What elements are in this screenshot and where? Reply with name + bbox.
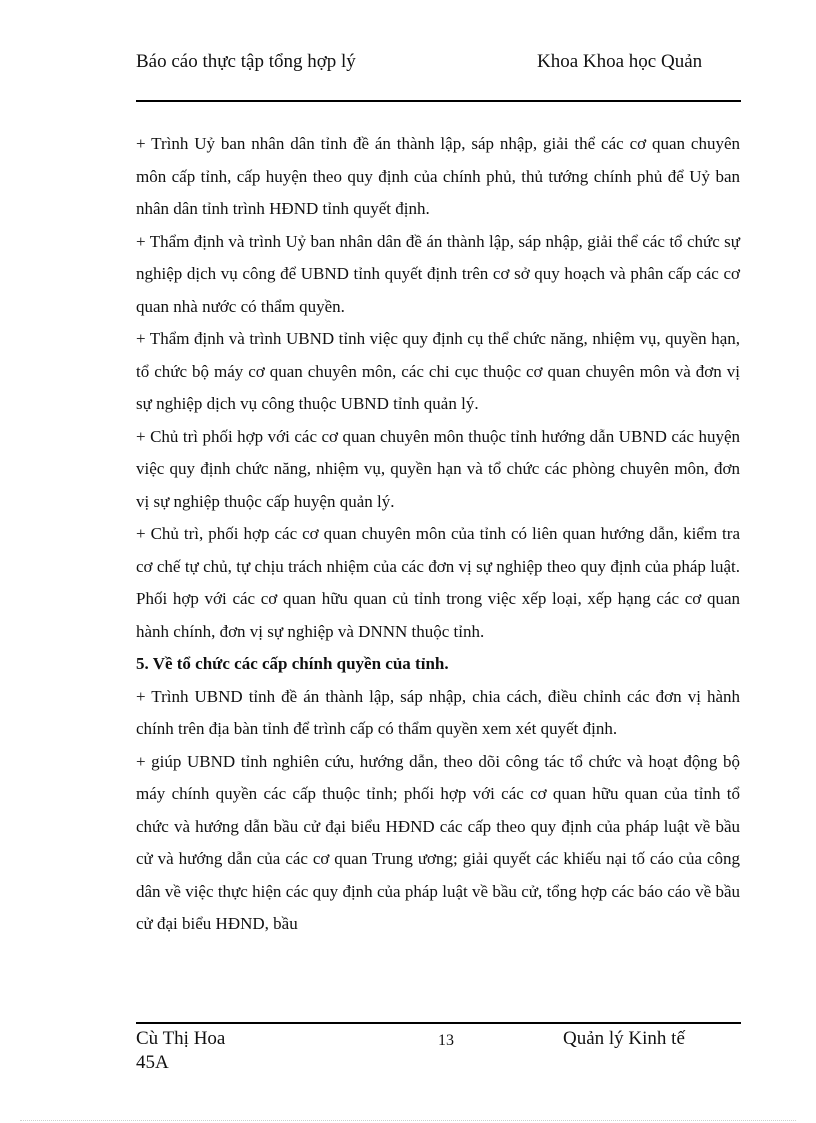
paragraph: + giúp UBND tỉnh nghiên cứu, hướng dẫn, theo dõi công tác tổ chức và hoạt động bộ máy chính quyền các cấp thuộc tỉnh; phối hợp với các cơ quan hữu quan của tỉnh tổ chức và hướng dẫn bầu cử đại biểu HĐND các cấp theo quy định của pháp luật về bầu cử và hướng dẫn của các cơ quan Trung ương; giải quyết các khiếu nại tố cáo của công dân về việc thực hiện các quy định của pháp luật về bầu cử, tổng hợp các báo cáo về bầu cử đại biểu HĐND, bầu: [136, 751, 740, 933]
paragraph: + Trình Uỷ ban nhân dân tỉnh đề án thành lập, sáp nhập, giải thể các cơ quan chuyên môn cấp tỉnh, cấp huyện theo quy định của chính phủ, thủ tướng chính phủ để Uỷ ban nhân dân tỉnh trình HĐND tỉnh quyết định.: [136, 134, 740, 218]
paragraph: + Thẩm định và trình Uỷ ban nhân dân đề án thành lập, sáp nhập, giải thể các tổ chức sự nghiệp dịch vụ công để UBND tỉnh quyết định trên cơ sở quy hoạch và phân cấp các cơ quan nhà nước có thẩm quyền.: [136, 231, 740, 316]
header-faculty: Khoa Khoa học Quản: [537, 51, 703, 72]
paragraph: + Trình UBND tỉnh đề án thành lập, sáp nhập, chia cách, điều chỉnh các đơn vị hành chính trên địa bàn tỉnh để trình cấp có thẩm quyền xem xét quyết định.: [136, 686, 740, 738]
footer-divider: [136, 1022, 741, 1024]
header-report-title: Báo cáo thực tập tổng hợp lý: [136, 51, 356, 72]
footer-major: Quản lý Kinh tế: [563, 1028, 685, 1049]
section-heading: 5. Về tổ chức các cấp chính quyền của tỉnh.: [136, 654, 449, 673]
paragraph: + Chủ trì phối hợp với các cơ quan chuyên môn thuộc tỉnh hướng dẫn UBND các huyện việc quy định chức năng, nhiệm vụ, quyền hạn và tổ chức các phòng chuyên môn, đơn vị sự nghiệp thuộc cấp huyện quản lý.: [136, 426, 740, 511]
page-header: [136, 50, 741, 102]
page-edge-divider: [20, 1120, 796, 1121]
paragraph: + Chủ trì, phối hợp các cơ quan chuyên môn của tỉnh có liên quan hướng dẫn, kiểm tra cơ chế tự chủ, tự chịu trách nhiệm của các đơn vị sự nghiệp theo quy định của pháp luật. Phối hợp với các cơ quan hữu quan củ tỉnh trong việc xếp loại, xếp hạng các cơ quan hành chính, đơn vị sự nghiệp và DNNN thuộc tỉnh.: [136, 524, 740, 641]
document-body: [136, 128, 740, 941]
footer-author: Cù Thị Hoa 45A: [136, 1028, 226, 1073]
paragraph: + Thẩm định và trình UBND tỉnh việc quy định cụ thể chức năng, nhiệm vụ, quyền hạn, tổ chức bộ máy cơ quan chuyên môn, các chi cục thuộc cơ quan chuyên môn và đơn vị sự nghiệp dịch vụ công thuộc UBND tỉnh quản lý.: [136, 329, 740, 413]
page-number: 13: [438, 1032, 454, 1049]
